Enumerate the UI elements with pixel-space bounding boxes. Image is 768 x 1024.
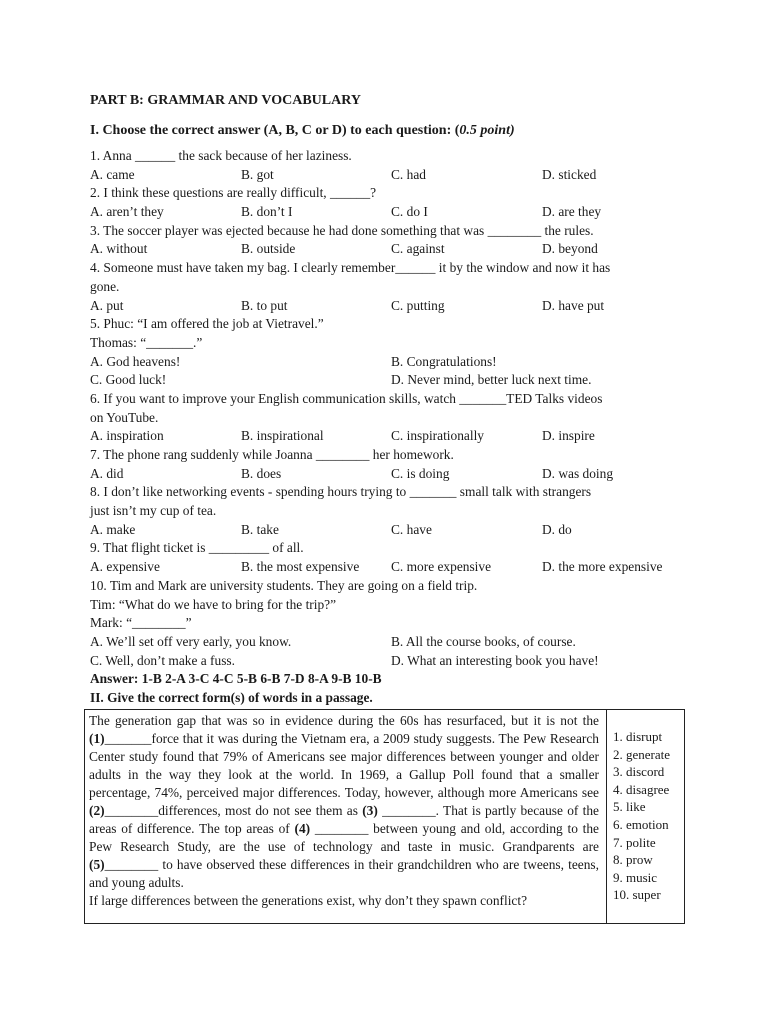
option-c: C. do I <box>391 204 428 220</box>
option-d: D. sticked <box>542 166 597 182</box>
option-b: B. Congratulations! <box>391 353 497 369</box>
option-d: D. inspire <box>542 428 595 444</box>
question-6-line-2: on YouTube. <box>90 409 159 425</box>
word-item: 9. music <box>613 869 658 885</box>
question-10-line-2: Tim: “What do we have to bring for the trip?” <box>90 596 337 612</box>
word-item: 6. emotion <box>613 816 669 832</box>
options-1 <box>90 166 680 185</box>
option-b: B. take <box>241 521 279 537</box>
question-block <box>90 147 680 707</box>
blank-5-label: (5) <box>89 857 105 872</box>
option-a: A. did <box>90 465 124 481</box>
word-item: 1. disrupt <box>613 729 663 744</box>
option-a: A. God heavens! <box>90 353 181 369</box>
option-d: D. have put <box>542 297 605 313</box>
question-10-line-3: Mark: “________” <box>90 615 192 631</box>
option-a: A. without <box>90 241 148 257</box>
option-d: D. was doing <box>542 465 614 481</box>
option-c: C. had <box>391 166 426 182</box>
option-a: A. make <box>90 521 136 537</box>
word-item: 4. disagree <box>613 781 670 797</box>
word-item: 2. generate <box>613 746 671 762</box>
option-c: C. against <box>391 241 445 257</box>
question-2: 2. I think these questions are really difficult, ______? <box>90 185 377 201</box>
question-8-line-2: just isn’t my cup of tea. <box>90 503 217 519</box>
question-10-line-1: 10. Tim and Mark are university students. They are going on a field trip. <box>90 577 478 593</box>
question-4-line-1: 4. Someone must have taken my bag. I clearly remember______ it by the window and now it has <box>90 260 611 276</box>
option-b: B. got <box>241 166 274 182</box>
options-6 <box>90 427 680 446</box>
option-b: B. does <box>241 465 282 481</box>
question-7: 7. The phone rang suddenly while Joanna ________ her homework. <box>90 447 454 462</box>
option-d: D. are they <box>542 204 602 220</box>
option-b: B. inspirational <box>241 428 324 444</box>
passage-text: The generation gap that was so in evidence during the 60s has resurfaced, but it is not the (1)_______force that it was during the Vietnam era, a 2009 study suggests. The Pew Research Center study found that 79% of Americans see major differences between younger and older adults in the way they look at the world. In 1969, a Gallup Poll found that a smaller percentage, 74%, perceived major differences. Today, however, although more Americans see (2)________differences, most do not see them as (3) ________. That is partly because of the areas of difference. The top areas of (4) ________ between young and old, according to the Pew Research Study, are the use of technology and taste in music. Grandparents are (5)________ to have observed these differences in their grandchildren who are tweens, teens, and young adults. If large differences between the generations exist, why don’t they spawn conflict? <box>89 713 599 908</box>
blank-2-label: (2) <box>89 803 105 818</box>
part-title: PART B: GRAMMAR AND VOCABULARY <box>90 93 361 108</box>
options-10-row-2 <box>90 652 680 671</box>
option-b: B. outside <box>241 241 296 257</box>
blank-3-label: (3) <box>362 803 378 818</box>
word-item: 5. like <box>613 799 646 815</box>
option-d: D. What an interesting book you have! <box>391 652 599 668</box>
question-1: 1. Anna ______ the sack because of her laziness. <box>90 148 352 163</box>
option-a: A. expensive <box>90 559 160 575</box>
option-c: C. is doing <box>391 465 450 481</box>
option-a: A. inspiration <box>90 428 164 444</box>
options-10-row-1 <box>90 633 680 652</box>
options-2 <box>90 203 680 222</box>
question-3: 3. The soccer player was ejected because he had done something that was ________ the rules. <box>90 222 594 238</box>
options-4 <box>90 297 680 316</box>
option-d: D. the more expensive <box>542 559 663 575</box>
word-item: 10. super <box>613 887 661 903</box>
options-5-row-2 <box>90 371 680 390</box>
option-d: D. beyond <box>542 241 598 257</box>
word-item: 8. prow <box>613 852 653 868</box>
option-b: B. All the course books, of course. <box>391 633 576 649</box>
options-3 <box>90 240 680 259</box>
option-b: B. don’t I <box>241 204 293 220</box>
option-a: A. put <box>90 297 124 313</box>
section1-title: I. Choose the correct answer (A, B, C or D) to each question: (0.5 point) <box>90 123 515 138</box>
question-5-line-1: 5. Phuc: “I am offered the job at Vietravel.” <box>90 316 324 332</box>
option-a: A. We’ll set off very early, you know. <box>90 633 292 649</box>
options-7 <box>90 465 680 484</box>
blank-4-label: (4) <box>294 821 311 836</box>
options-8 <box>90 521 680 540</box>
question-9: 9. That flight ticket is _________ of all. <box>90 540 304 556</box>
option-a: A. came <box>90 166 135 182</box>
word-item: 7. polite <box>613 834 656 850</box>
column-divider <box>606 710 607 923</box>
blank-1-label: (1) <box>89 731 105 746</box>
section2-title: II. Give the correct form(s) of words in a passage. <box>90 689 373 705</box>
word-item: 3. discord <box>613 764 665 780</box>
word-list <box>613 728 670 904</box>
option-c: C. more expensive <box>391 559 492 575</box>
option-c: C. Well, don’t make a fuss. <box>90 652 235 668</box>
answer-key: Answer: 1-B 2-A 3-C 4-C 5-B 6-B 7-D 8-A 9-B 10-B <box>90 671 382 687</box>
question-8-line-1: 8. I don’t like networking events - spending hours trying to _______ small talk with strangers <box>90 484 592 500</box>
section1-points: 0.5 point) <box>459 123 515 138</box>
question-6-line-1: 6. If you want to improve your English communication skills, watch _______TED Talks videos <box>90 390 603 406</box>
option-b: B. the most expensive <box>241 559 360 575</box>
options-9 <box>90 558 680 577</box>
option-b: B. to put <box>241 297 288 313</box>
option-d: D. do <box>542 521 572 537</box>
option-c: C. Good luck! <box>90 372 167 388</box>
option-c: C. putting <box>391 297 445 313</box>
option-c: C. inspirationally <box>391 428 484 444</box>
option-c: C. have <box>391 521 432 537</box>
passage-table <box>84 709 685 924</box>
question-4-line-2: gone. <box>90 278 120 294</box>
option-a: A. aren’t they <box>90 204 164 220</box>
options-5-row-1 <box>90 353 680 372</box>
question-5-line-2: Thomas: “_______.” <box>90 334 203 350</box>
option-d: D. Never mind, better luck next time. <box>391 372 592 388</box>
